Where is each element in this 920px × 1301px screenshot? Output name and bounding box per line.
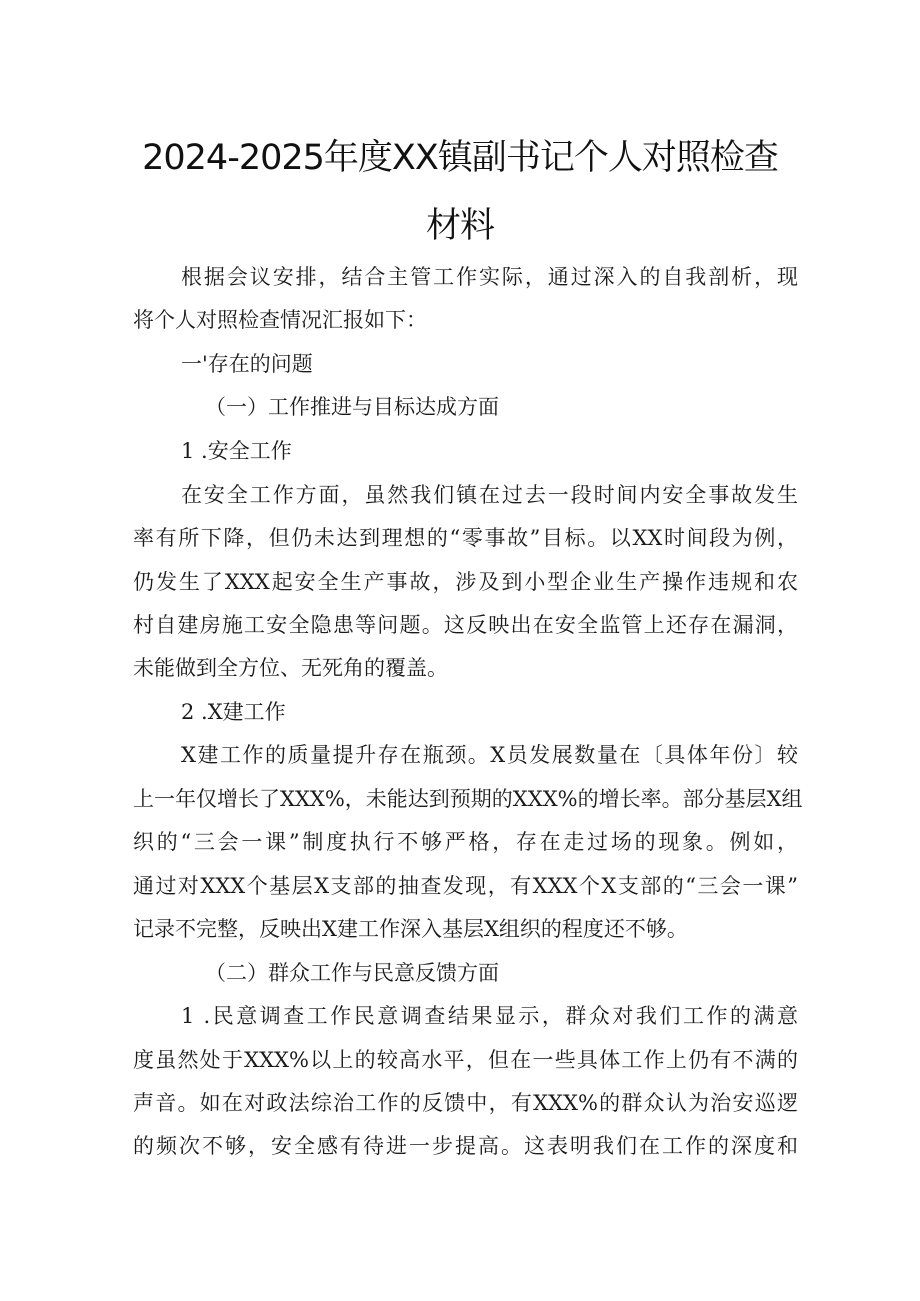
section-heading: 一'存在的问题 xyxy=(181,352,313,376)
document-title-line1: 2024-2025年度XX镇副书记个人对照检查 xyxy=(142,138,778,178)
paragraph-line: 度虽然处于XXX%以上的较高水平，但在一些具体工作上仍有不满的 xyxy=(133,1048,798,1072)
paragraph-line: 通过对XXX个基层X支部的抽查发现，有XXX个X支部的“三会一课” xyxy=(133,874,798,898)
paragraph-line: X建工作的质量提升存在瓶颈。X员发展数量在〔具体年份〕较 xyxy=(181,743,798,767)
paragraph-line: 将个人对照检查情况汇报如下： xyxy=(133,308,427,332)
subsection-heading: （一）工作推进与目标达成方面 xyxy=(205,395,499,419)
paragraph-line: 根据会议安排，结合主管工作实际，通过深入的自我剖析，现 xyxy=(181,265,798,289)
paragraph-line: 村自建房施工安全隐患等问题。这反映出在安全监管上还存在漏洞， xyxy=(133,613,798,637)
paragraph-line: 1 .民意调查工作民意调查结果显示，群众对我们工作的满意 xyxy=(181,1004,798,1028)
item-heading: 2 .X建工作 xyxy=(181,700,286,724)
paragraph-line: 的频次不够，安全感有待进一步提高。这表明我们在工作的深度和 xyxy=(133,1134,798,1158)
subsection-heading: （二）群众工作与民意反馈方面 xyxy=(205,961,499,985)
paragraph-line: 仍发生了XXX起安全生产事故，涉及到小型企业生产操作违规和农 xyxy=(133,570,798,594)
item-heading: 1 .安全工作 xyxy=(181,439,292,463)
paragraph-line: 记录不完整，反映出X建工作深入基层X组织的程度还不够。 xyxy=(133,917,688,941)
paragraph-line: 织的“三会一课”制度执行不够严格，存在走过场的现象。例如， xyxy=(133,830,798,854)
paragraph-line: 在安全工作方面，虽然我们镇在过去一段时间内安全事故发生 xyxy=(181,483,798,507)
document-title-line2: 材料 xyxy=(425,206,494,246)
paragraph-line: 率有所下降，但仍未达到理想的“零事故”目标。以XX时间段为例， xyxy=(133,526,798,550)
paragraph-line: 上一年仅增长了XXX%，未能达到预期的XXX%的增长率。部分基层X组 xyxy=(133,787,803,811)
paragraph-line: 未能做到全方位、无死角的覆盖。 xyxy=(133,656,448,680)
paragraph-line: 声音。如在对政法综治工作的反馈中，有XXX%的群众认为治安巡逻 xyxy=(133,1091,798,1115)
